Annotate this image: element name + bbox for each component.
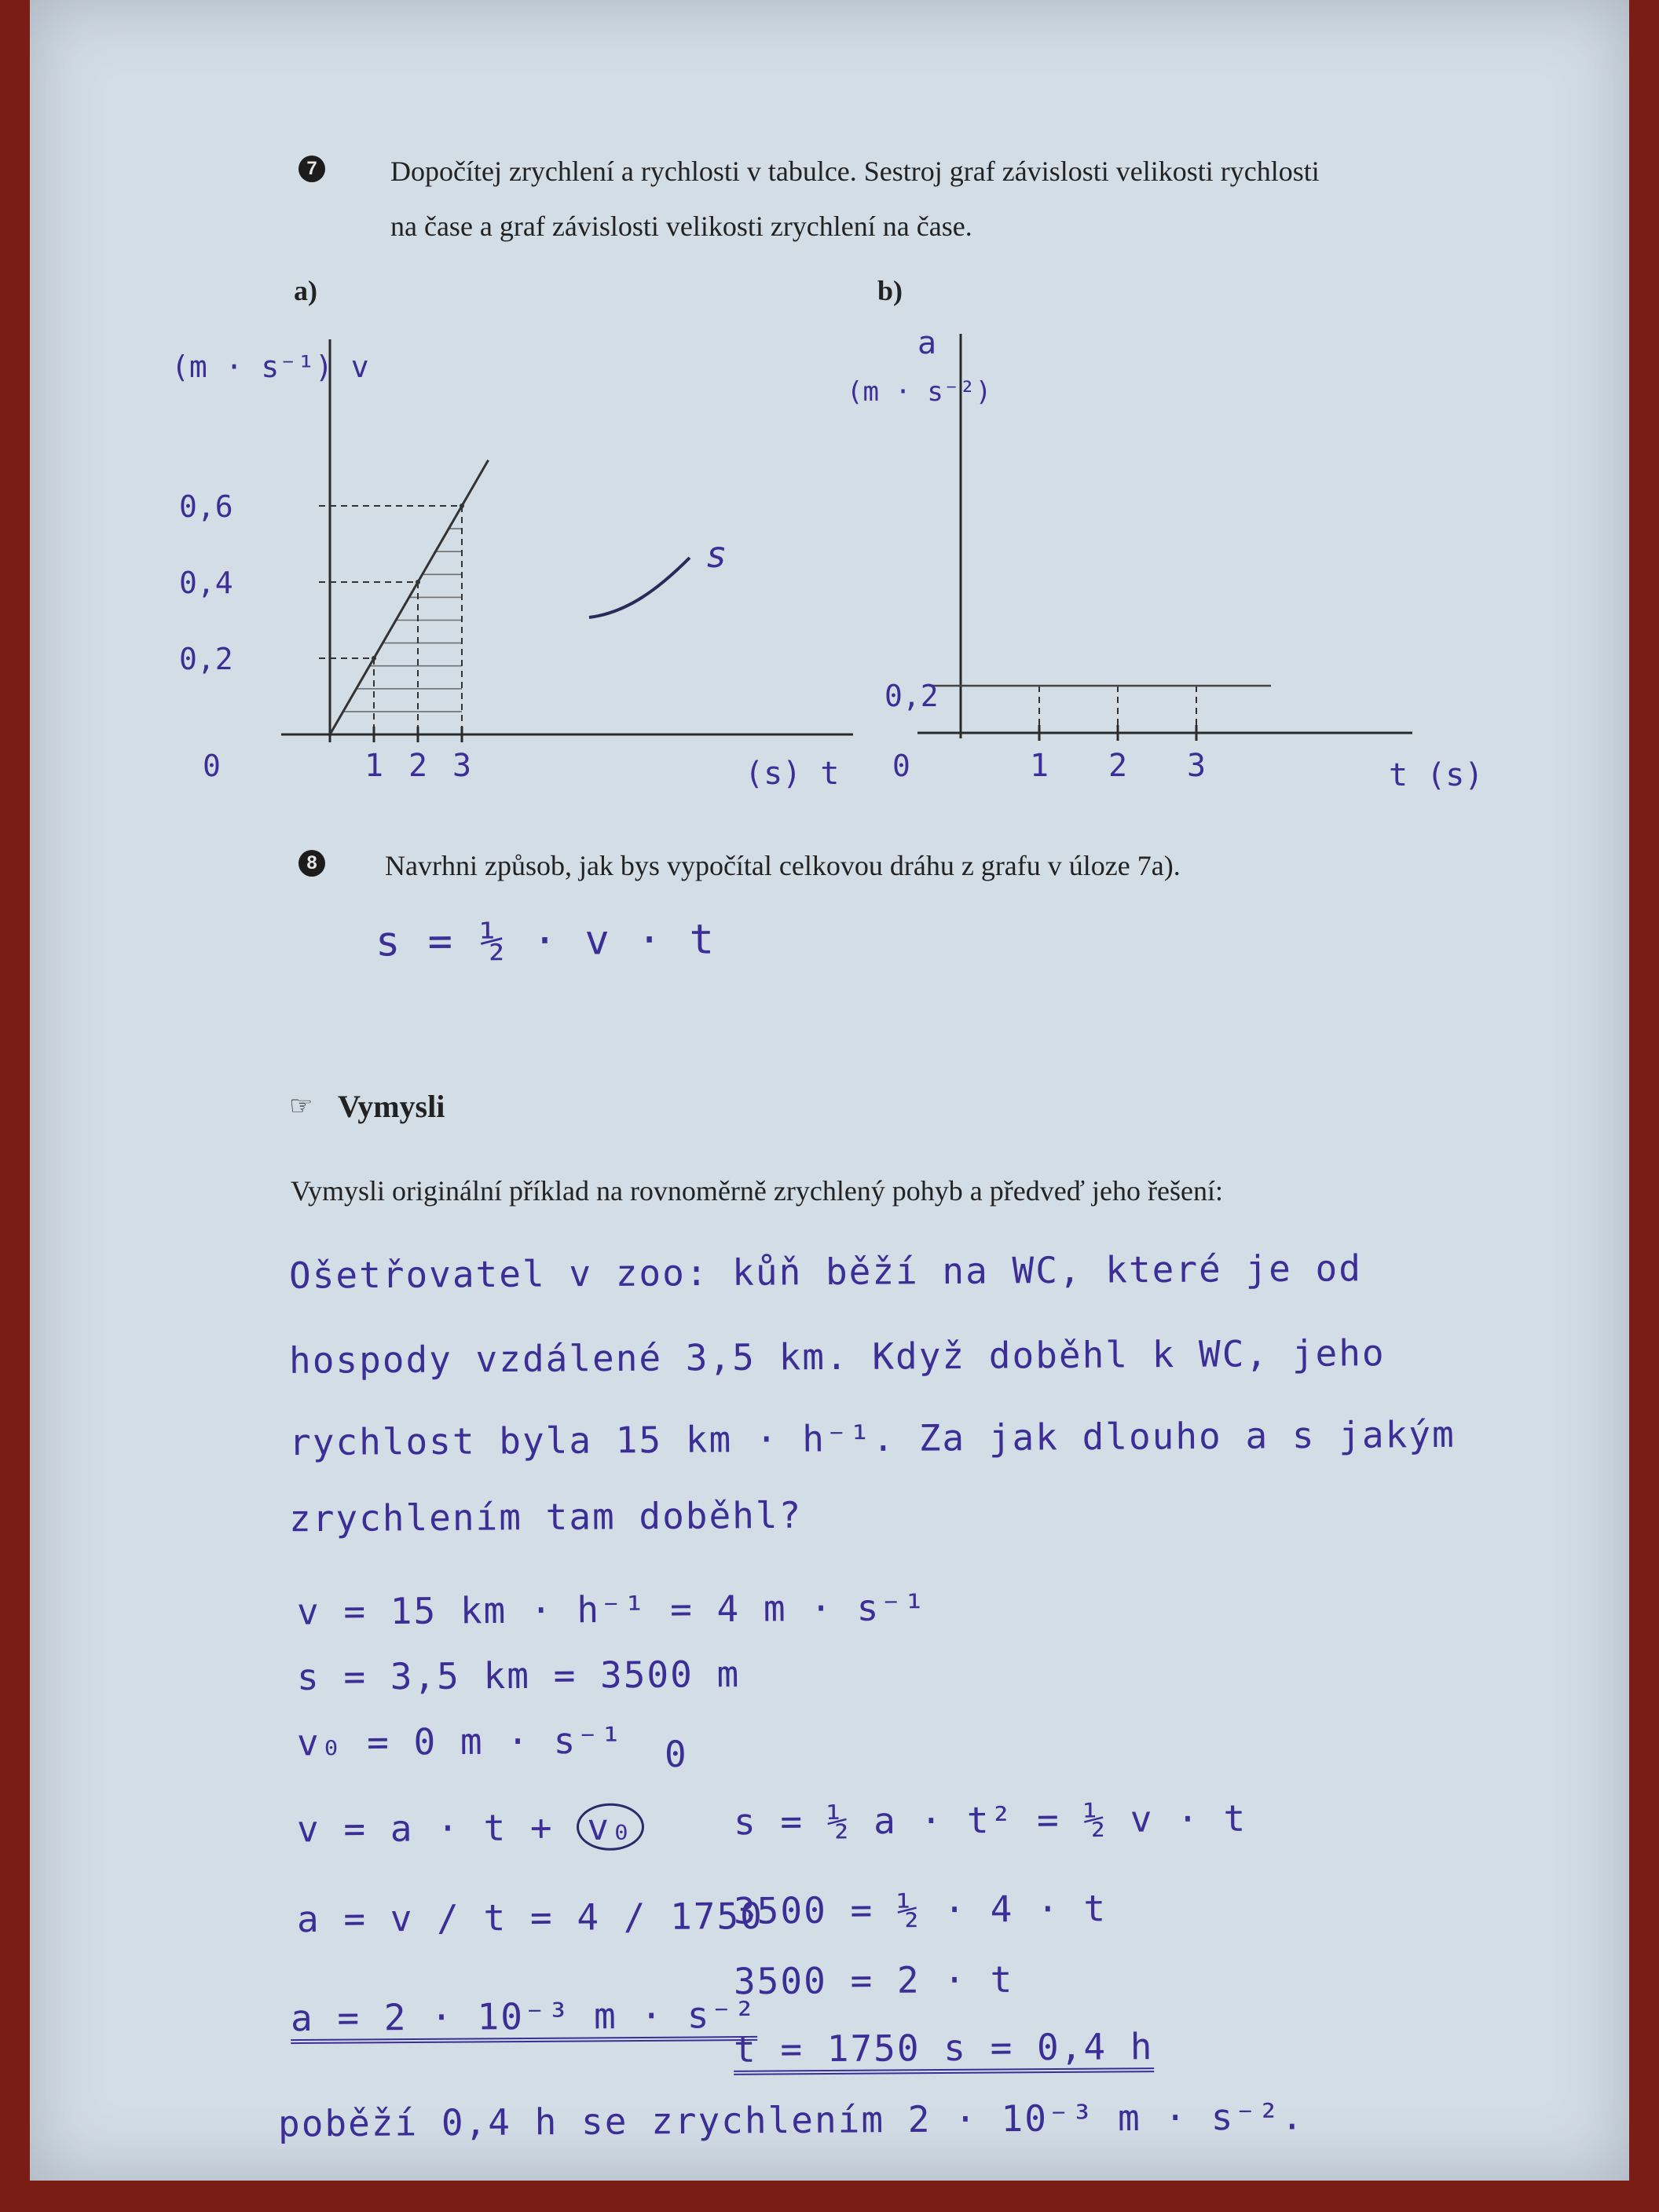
graph-a-point: [460, 504, 464, 508]
graph-a-y-ticks: [179, 489, 233, 676]
graph-b-y-tick: 0,2: [884, 679, 939, 713]
graph-a-annotation: s: [705, 533, 727, 576]
story-line-2: hospody vzdálené 3,5 km. Když doběhl k WC, jeho: [288, 1331, 1386, 1382]
story-line-3: rychlost byla 15 km · h⁻¹. Za jak dlouho a s jakým: [288, 1412, 1456, 1464]
graph-a-x-tick-label: 2: [408, 748, 428, 784]
graph-a-x-tick-label: 1: [364, 748, 384, 784]
task-8-number: 8: [298, 850, 325, 877]
given-velocity: v = 15 km · h⁻¹ = 4 m · s⁻¹: [296, 1586, 927, 1633]
given-distance: s = 3,5 km = 3500 m: [296, 1653, 741, 1698]
equation-velocity: v = a · t + v₀: [297, 1805, 644, 1850]
task-7-line-2: na čase a graf závislosti velikosti zrychlení na čase.: [390, 211, 972, 242]
graph-a-point: [372, 656, 376, 661]
graph-a-origin: 0: [203, 749, 221, 783]
vymysli-title: Vymysli: [338, 1089, 445, 1124]
graph-a-velocity-line: [330, 460, 489, 734]
graph-a-y-tick-label: 0,6: [179, 489, 233, 524]
calc-time-result: t = 1750 s = 0,4 h: [734, 2025, 1154, 2071]
graph-a-x-unit: (s) t: [745, 756, 840, 792]
task-8-text: Navrhni způsob, jak bys vypočítal celkovou dráhu z grafu v úloze 7a).: [385, 850, 1181, 881]
task-8-answer: s = ½ · v · t: [375, 916, 716, 966]
graph-b-label: b): [877, 275, 903, 306]
graph-b-x-tick-label: 2: [1108, 748, 1128, 784]
graph-a-y-tick-label: 0,4: [179, 566, 233, 600]
graph-a-velocity-time: [156, 330, 862, 801]
graph-a-annotation-arrow: [589, 558, 690, 617]
vymysli-instruction: Vymysli originální příklad na rovnoměrně zrychlený pohyb a předveď jeho řešení:: [291, 1175, 1223, 1207]
graph-a-y-tick-label: 0,2: [179, 642, 233, 676]
graph-b-origin: 0: [892, 749, 910, 783]
graph-b-y-unit: (m · s⁻²): [847, 376, 992, 408]
calc-distance-formula: s = ½ a · t² = ½ v · t: [733, 1796, 1247, 1844]
conclusion: poběží 0,4 h se zrychlením 2 · 10⁻³ m · s⁻².: [277, 2095, 1305, 2145]
graph-b-acceleration-time: [847, 322, 1585, 801]
calc-acceleration-result: a = 2 · 10⁻³ m · s⁻²: [291, 1994, 757, 2039]
zero-note: 0: [664, 1732, 688, 1776]
story-line-4: zrychlením tam doběhl?: [288, 1493, 803, 1540]
graph-a-label: a): [294, 275, 317, 306]
hand-pointer-icon: ☞: [289, 1092, 313, 1121]
initial-velocity-circled: v₀: [577, 1803, 644, 1851]
worksheet-page: [30, 0, 1629, 2181]
task-7-number: 7: [298, 156, 325, 182]
graph-b-x-tick-label: 1: [1030, 748, 1049, 784]
graph-b-y-var: a: [917, 325, 937, 361]
graph-a-y-unit: (m · s⁻¹) v: [171, 350, 369, 384]
calc-distance-simplified: 3500 = 2 · t: [733, 1957, 1014, 2003]
task-7-line-1: Dopočítej zrychlení a rychlosti v tabulce. Sestroj graf závislosti velikosti rychlosti: [390, 156, 1320, 187]
graph-b-x-unit: t (s): [1389, 757, 1484, 793]
calc-acceleration: a = v / t = 4 / 1750: [296, 1894, 764, 1941]
given-initial-velocity: v₀ = 0 m · s⁻¹: [296, 1719, 624, 1764]
calc-distance-substituted: 3500 = ½ · 4 · t: [733, 1887, 1108, 1932]
graph-a-x-tick-label: 3: [452, 748, 472, 784]
story-line-1: Ošetřovatel v zoo: kůň běží na WC, které je od: [288, 1247, 1363, 1297]
graph-b-x-tick-label: 3: [1187, 748, 1207, 784]
graph-a-point: [416, 580, 420, 584]
